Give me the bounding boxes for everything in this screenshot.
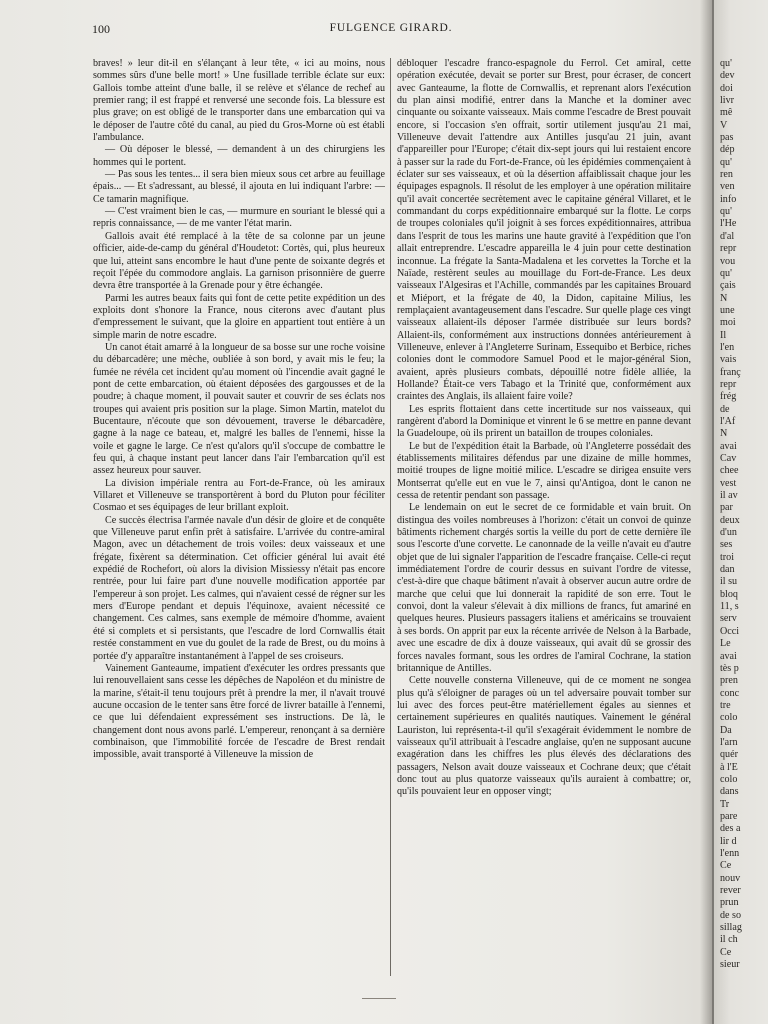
paragraph: Ce succès électrisa l'armée navale d'un désir de gloire et de conquête que Villeneuve parut enfin prêt à satisfaire. L'arrivée du contre-amiral Magon, avec un détachement de trois voiles: deux vaisseaux et une frégate, fixèrent sa détermination. Cet officier général lui avait été expédié de Rochefort, où alors la division Missiessy n'était pas encore rentrée, pour lui faire part d'une nouvelle modification apportée par l'empereur à son projet. Les calmes, qui n'avaient cessé de régner sur les mers d'Europe pendant et depuis l'équinoxe, avaient nécessité ce changement. Ces calmes, sans exemple de mémoire d'homme, avaient été si complets et si persistants, que l'escadre de lord Cornwallis était restée constamment en vue du goulet de la rade de Brest, ou du moins à portée d'y apparaître instantanément à l'appel de ses croiseurs. (93, 514, 385, 662)
edge-text-line: çais (720, 280, 736, 292)
paragraph: — Où déposer le blessé, — demandent à un des chirurgiens les hommes qui le portent. (93, 144, 385, 168)
edge-text-line: avai (720, 440, 737, 452)
paragraph: La division impériale rentra au Fort-de-France, où les amiraux Villaret et Villeneuve se transportèrent à bord du Pluton pour féciliter Cosmao et ses équipages de leur brillant exploit. (93, 477, 385, 514)
edge-text-line: V (720, 119, 728, 131)
edge-text-line: il av (720, 490, 738, 502)
edge-text-line: Ce (720, 860, 732, 872)
edge-text-line: tre (720, 699, 731, 711)
paragraph: débloquer l'escadre franco-espagnole du Ferrol. Cet amiral, cette opération exécutée, devait se porter sur Brest, pour écraser, de concert avec Ganteaume, la flotte de Cornwallis, et reprenant alors l'exécution du plan ainsi modifié, entrer dans la Manche et la dominer avec cinquante ou soixante vaisseaux. Mais comme l'escadre de Brest pouvait encore, si l'occasion s'en offrait, sortir utilement jusqu'au 21 mai, Villeneuve devait l'attendre aux Antilles jusqu'au 21 juin, avant d'appareiller pour l'Europe; c'était dix-sept jours qui lui restaient encore à passer sur la rade du Fort-de-France, où les épidémies commençaient à éclater sur ses vaisseaux, et où la désertion affaiblissait chaque jour les équipages espagnols. Il résolut de les employer à une opération militaire qu'il avait concertée secrètement avec le capitaine général Villaret, et le commandant du corps expéditionnaire embarqué sur la flotte. Le corps de troupes coloniales qu'il joignit à ses forces expéditionnaires, attribua dans l'esprit de tous les marins une haute gravité à l'expédition que l'on allait entreprendre. L'escadre appareilla le 4 juin pour cette destination inconnue. La frégate la Santa-Madalena et les corvettes la Torche et la Naïade, restèrent seules au mouillage du Fort-de-France. Les deux vaisseaux l'Algesiras et l'Achille, commandés par les capitaines Brouard et Miéport, et la frégate de 40, la Didon, capitaine Milius, les remplaçaient avantageusement dans l'escadre. Sur quelle plage ces vingt vaisseaux allaient-ils déposer l'armée distribuée sur leurs bords? Allaient-ils, conformément aux instructions données antérieurement à Villeneuve, enlever à l'Angleterre Surinam, Essequibo et Berbice, riches colonies dont le commodore Samuel Pood et le major-général Sion, avaient, après plusieurs combats, dépouillé notre fidèle alliée, la Hollande? Était-ce vers Tabago et la Trinité que, conformément aux craintes des Anglais, ils allaient faire voile? (397, 58, 691, 403)
edge-text-line: mê (720, 107, 733, 119)
edge-text-line: il ch (720, 934, 738, 946)
paragraph: Un canot était amarré à la longueur de sa bosse sur une roche voisine du débarcadère; une mèche, oubliée à son bord, y avait mis le feu; la fumée ne révéla cet incident qu'au moment où l'incendie avait gagné le pont de cette embarcation, où étaient déposées des gargousses et de la poudre; à chaque moment, il pouvait sauter et couvrir de ses éclats nos troupes qui avaient pris position sur la plage. Simon Martin, matelot du Bucentaure, n'écoute que son dévouement, traverse le débarcadère, gagne à la nage ce bateau, et, malgré les balles de l'ennemi, hisse la voile et gagne le large. Ce n'est qu'alors qu'il s'occupe de combattre le feu qui, à chaque instant peut lancer dans l'air l'embarcation qu'il est assez heureux pour sauver. (93, 341, 385, 477)
edge-text-line: des a (720, 823, 741, 835)
edge-text-line: pren (720, 675, 738, 687)
bottom-ornament (362, 998, 396, 999)
edge-text-line: Occi (720, 625, 740, 637)
edge-text-line: Cav (720, 453, 737, 464)
edge-text-line: deux (720, 514, 740, 526)
page-number: 100 (92, 22, 110, 36)
edge-text-line: moi (720, 317, 736, 329)
edge-text-line: par (720, 502, 733, 514)
edge-text-line: info (720, 193, 737, 205)
edge-text-line: vou (720, 255, 736, 267)
column-divider (390, 58, 391, 976)
paragraph: Gallois avait été remplacé à la tête de sa colonne par un jeune officier, aide-de-camp du général d'Houdetot: Cortès, qui, plus heureux que lui, atteint sans encombre le haut d'une pente de soixante degrés et reçoit l'épée du commodore anglais. La garnison prisonnière de guerre devra être transportée à la Grenade pour y être échangée. (93, 230, 385, 292)
paragraph: — C'est vraiment bien le cas, — murmure en souriant le blessé qui a repris connaissance, — de me vanter l'état marin. (93, 206, 385, 230)
edge-text-line: N (720, 428, 728, 440)
edge-text-line: rever (720, 885, 741, 897)
edge-text-line: d'al (720, 230, 735, 242)
edge-text-line: repr (720, 243, 737, 255)
edge-text-line: doi (720, 82, 733, 94)
edge-text-line: ses (720, 539, 733, 551)
edge-text-line: sieur (720, 959, 740, 971)
edge-text-line: dép (720, 144, 735, 156)
edge-text-line: Tr (720, 798, 730, 810)
edge-text-line: sillag (720, 922, 742, 934)
edge-text-line: une (720, 304, 735, 316)
edge-text-line: N (720, 292, 728, 304)
paragraph: Cette nouvelle consterna Villeneuve, qui de ce moment ne songea plus qu'à s'éloigner de parages où un tel adversaire pouvait tomber sur lui avec des forces peut-être matériellement égales au siennes et certainement supérieures en qualités nautiques. Vainement le général Lauriston, lui représenta-t-il qu'il s'exagérait évidemment le nombre de vaisseaux qu'il attribuait à l'escadre anglaise, qu'en ne supposant aucune exagération dans les chiffres les plus élevés des déclarations des passagers, Nelson avait douze vaisseaux et Cochrane deux; que c'était donc tout au plus quatorze vaisseaux qu'ils auraient à combattre; or, qu'ils pouvaient leur en opposer vingt; (397, 675, 691, 798)
edge-text-line: à l'E (720, 761, 738, 773)
edge-text-line: repr (720, 378, 737, 390)
edge-text-line: Ce (720, 946, 732, 958)
edge-text-line: colo (720, 773, 738, 785)
edge-text-line: ren (720, 169, 733, 181)
book-page-right-edge (714, 0, 768, 1024)
text-column-left (93, 58, 385, 978)
edge-text-line: pare (720, 810, 738, 822)
paragraph: Le lendemain on eut le secret de ce formidable et vain bruit. On distingua des voiles nombreuses à l'horizon: c'était un convoi de quinze bâtiments richement chargés sortis la veille du port de cette dernière île sous l'escorte d'une corvette. Le canonnade de la veille n'avait eu d'autre objet que de lui signaler l'apparition de l'escadre française. Celle-ci reçut immédiatement l'ordre de courir dessus en suivant l'ordre de vitesse, c'est-à-dire que chaque bâtiment n'avait à observer aucun autre ordre de marche que celui que lui donnerait la rapidité de son erre. Tout le convoi, dont la valeur s'élevait à dix millions de francs, fut amariné en quelques heures. Plusieurs passagers italiens et américains se trouvaient à ses bords. On apprit par eux la récente arrivée de Nelson à la Barbade, avec une escadre de dix à douze vaisseaux, qui avait dû se grossir des forces navales formant, sous les ordres de l'amiral Cochrane, la station britannique de Antilles. (397, 502, 691, 674)
edge-text-line: de so (720, 909, 742, 921)
running-header (92, 22, 690, 40)
edge-text-line: frég (720, 391, 737, 403)
edge-text-line: avai (720, 650, 737, 662)
edge-text-line: livr (720, 95, 735, 107)
text-column-right (397, 58, 691, 978)
edge-text-line: dev (720, 70, 735, 82)
edge-text-line: quér (720, 749, 738, 761)
paragraph: Parmi les autres beaux faits qui font de cette petite expédition un des exploits dont s'honore la France, nous citerons avec d'autant plus d'empressement le suivant, que la gloire en appartient tout entière à un simple marin de notre escadre. (93, 292, 385, 341)
edge-text-line: colo (720, 712, 738, 724)
edge-text-line: chee (720, 465, 739, 477)
edge-text-line: d'un (720, 527, 737, 539)
edge-text-line: qu' (720, 156, 732, 168)
edge-text-line: l'He (720, 218, 737, 230)
edge-text-line: pas (720, 132, 734, 144)
paragraph: braves! » leur dit-il en s'élançant à leur tête, « ici au moins, nous sommes sûrs d'une belle mort! » Une fusillade terrible éclate sur eux: Gallois tombe atteint d'une balle, il se relève et s'élance de rechef au premier rang; il est frappé et renversé une seconde fois. La blessure est plus grave; on est obligé de le transporter dans une embarcation qui va le déposer de l'autre côté du canal, au pied du Gros-Morne où est établi l'ambulance. (93, 58, 385, 144)
edge-text-line: Da (720, 724, 732, 736)
edge-text-line: dan (720, 564, 735, 576)
edge-text-column (720, 58, 768, 978)
edge-text-line: il su (720, 576, 738, 588)
edge-text-line: 11, s (720, 601, 739, 613)
edge-text-line: serv (720, 613, 737, 625)
edge-text-line: bloq (720, 588, 738, 600)
edge-text-line: qu' (720, 267, 732, 279)
edge-text-line: Il (720, 329, 727, 341)
edge-text-line: l'arn (720, 736, 738, 748)
paragraph: — Pas sous les tentes... il sera bien mieux sous cet arbre au feuillage épais... — Et s'adressant, au blessé, il ajouta en lui indiquant l'arbre: — Ce tamarin magnifique. (93, 169, 385, 205)
edge-text-line: vais (720, 354, 737, 366)
edge-text-line: vest (720, 477, 737, 489)
edge-text-line: l'enn (720, 848, 740, 859)
edge-text-line: troi (720, 551, 735, 563)
edge-text-line: franç (720, 366, 741, 378)
edge-text-line: l'Af (720, 415, 736, 427)
running-title: FULGENCE GIRARD. (329, 22, 453, 34)
paragraph: Les esprits flottaient dans cette incertitude sur nos vaisseaux, qui rangèrent d'abord la Dominique et vinrent le 6 se mettre en panne devant la Guadeloupe, où ils prirent un bataillon de troupes coloniales. (397, 403, 691, 440)
edge-text-line: qu' (720, 58, 732, 69)
edge-text-line: ven (720, 181, 735, 193)
edge-text-line: prun (720, 897, 739, 909)
edge-text-line: nouv (720, 872, 741, 884)
edge-text-line: Le (720, 638, 731, 650)
edge-text-line: tès p (720, 662, 739, 674)
edge-text-line: qu' (720, 206, 732, 218)
paragraph: Le but de l'expédition était la Barbade, où l'Angleterre possédait des établissements militaires défendus par une dizaine de mille hommes, moitié troupes de ligne moitié milice. L'escadre se dirigea ensuite vers Montserrat qu'elle eut en vue le 7, ainsi qu'Antigoa, dont le canon ne cessa de retentir pendant son passage. (397, 440, 691, 502)
edge-text-line: de (720, 403, 730, 415)
edge-text-line: lir d (720, 835, 737, 847)
edge-text-line: l'en (720, 341, 735, 353)
paragraph: Vainement Ganteaume, impatient d'exécuter les ordres pressants que lui renouvellaient sans cesse les dépêches de Napoléon et du ministre de la marine, s'était-il tenu toujours prêt à prendre la mer, il n'avait trouvé aucune occasion de le tenter sans être forcé de livrer bataille à l'ennemi, ce que lui défendaient expressément ses instructions. De là, le changement dont nous avons parlé. L'empereur, renonçant à sa dernière combinaison, que l'immobilité forcée de l'escadre de Brest rendait impossible, avait transporté à Villeneuve la mission de (93, 662, 385, 761)
edge-text-line: dans (720, 786, 739, 798)
edge-text-line: conc (720, 687, 740, 699)
